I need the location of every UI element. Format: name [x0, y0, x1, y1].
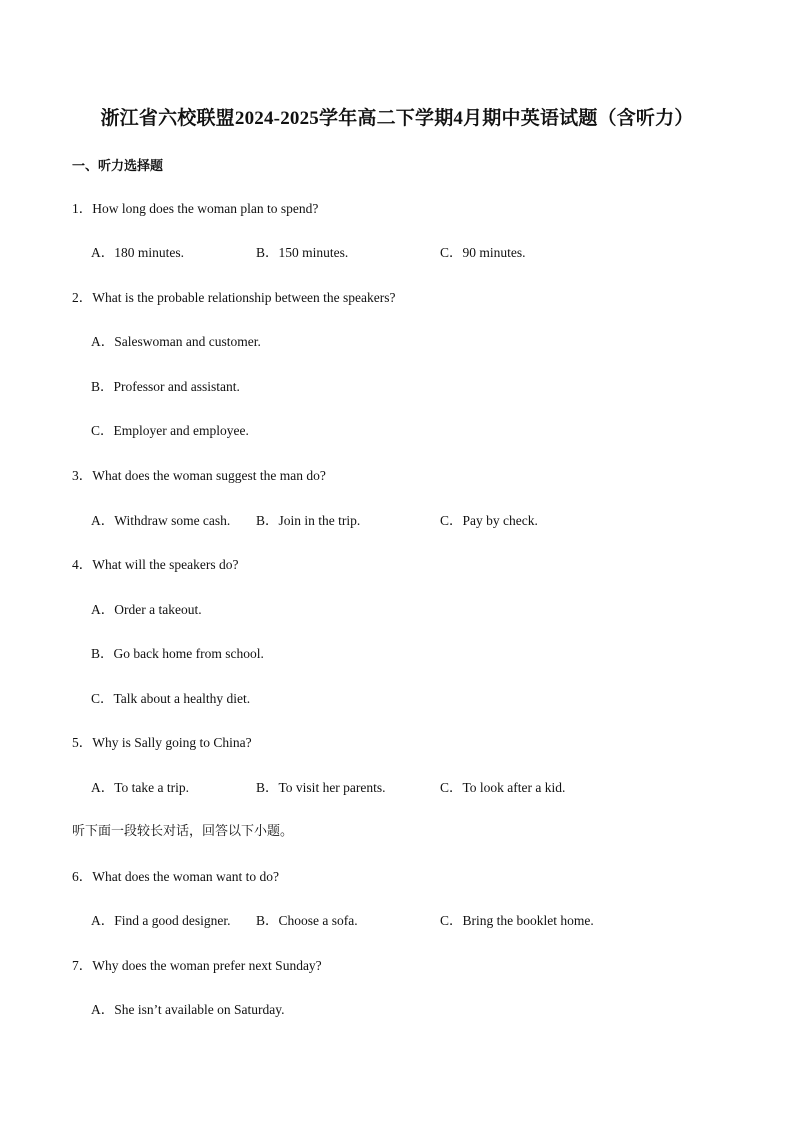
q6-option-c: C．Bring the booklet home.: [440, 913, 594, 928]
question-2: 2．What is the probable relationship between the speakers?: [72, 290, 396, 305]
q2-option-b: B．Professor and assistant.: [91, 379, 240, 394]
q5-option-b: B．To visit her parents.: [256, 780, 386, 795]
q5-option-a: A．To take a trip.: [91, 780, 190, 795]
q6-option-a: A．Find a good designer.: [91, 913, 231, 928]
q7-option-a: A．She isn’t available on Saturday.: [91, 1002, 285, 1017]
q2-option-c: C．Employer and employee.: [91, 423, 249, 438]
question-5: 5．Why is Sally going to China?: [72, 735, 252, 750]
question-7: 7．Why does the woman prefer next Sunday?: [72, 958, 322, 973]
question-6: 6．What does the woman want to do?: [72, 869, 279, 884]
question-3: 3．What does the woman suggest the man do?: [72, 468, 326, 483]
q1-option-c: C．90 minutes.: [440, 245, 526, 260]
q2-option-a: A．Saleswoman and customer.: [91, 334, 261, 349]
q1-option-a: A．180 minutes.: [91, 245, 184, 260]
document-title: 浙江省六校联盟2024-2025学年高二下学期4月期中英语试题（含听力）: [100, 108, 694, 129]
q6-option-b: B．Choose a sofa.: [256, 913, 358, 928]
q1-option-b: B．150 minutes.: [256, 245, 349, 260]
section-heading: 一、听力选择题: [72, 159, 164, 174]
q3-option-c: C．Pay by check.: [440, 513, 538, 528]
q4-option-c: C．Talk about a healthy diet.: [91, 691, 251, 706]
q3-option-b: B．Join in the trip.: [256, 513, 361, 528]
q4-option-a: A．Order a takeout.: [91, 602, 202, 617]
q3-option-a: A．Withdraw some cash.: [91, 513, 231, 528]
question-1: 1．How long does the woman plan to spend?: [72, 201, 319, 216]
question-4: 4．What will the speakers do?: [72, 557, 239, 572]
q5-option-c: C．To look after a kid.: [440, 780, 566, 795]
listening-instruction: 听下面一段较长对话，回答以下小题。: [72, 824, 294, 839]
q4-option-b: B．Go back home from school.: [91, 646, 264, 661]
